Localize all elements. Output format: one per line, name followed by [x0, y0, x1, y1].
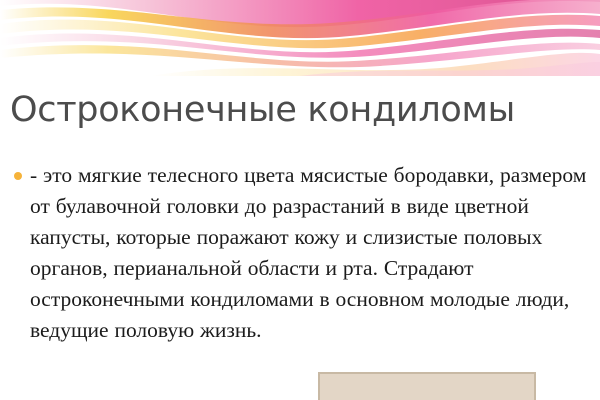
- slide-image-placeholder: [318, 372, 536, 400]
- decorative-swoosh-banner: [0, 0, 600, 76]
- bullet-dot-icon: [14, 172, 22, 180]
- list-item: [14, 160, 590, 346]
- bullet-text: - это мягкие телесного цвета мясистые бородавки, размером от булавочной головки до разрастаний в виде цветной капусты, которые поражают кожу и слизистые половых органов, перианальной области и рта. Страдают остроконечными кондиломами в основном молодые люди, ведущие половую жизнь.: [30, 163, 587, 342]
- slide-title: Остроконечные кондиломы: [10, 90, 515, 130]
- slide-body: [14, 160, 590, 346]
